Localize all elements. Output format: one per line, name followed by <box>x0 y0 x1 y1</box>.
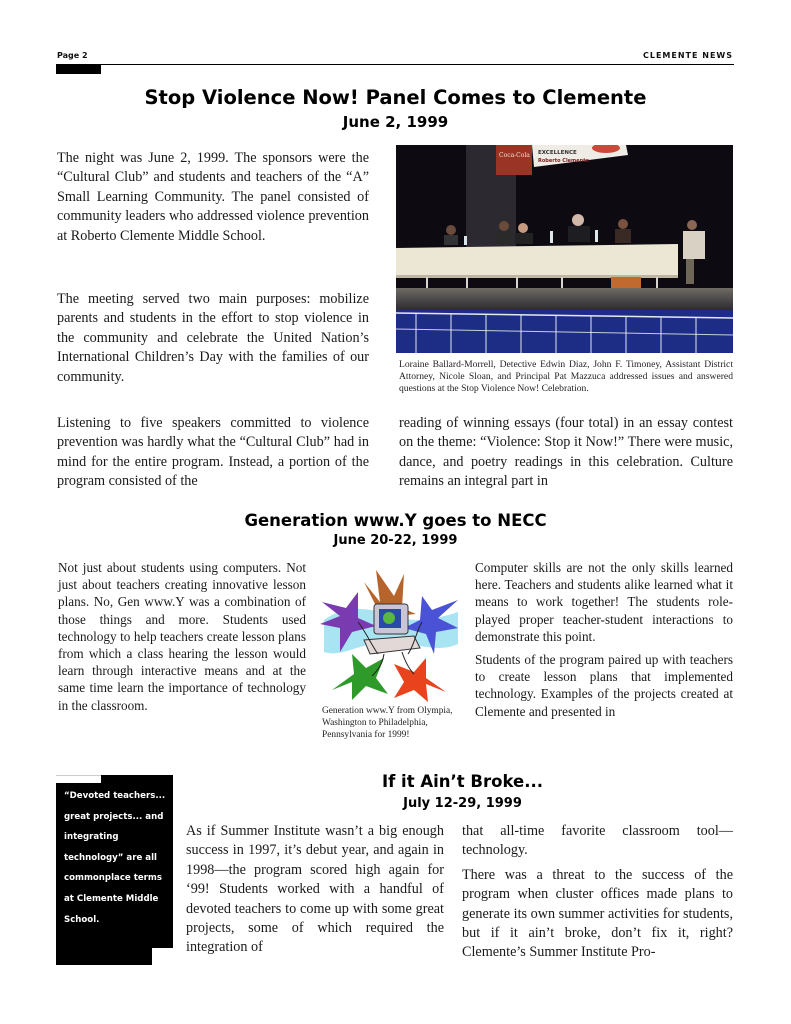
article3-title: If it Ain’t Broke... <box>382 772 543 791</box>
computer-stars-icon <box>318 562 460 702</box>
article2-left-column <box>58 559 306 720</box>
paragraph-text: The meeting served two main purposes: mobilize parents and students in the effort to stop violence in the community and celebrate the United Nation’s International Children’s Day with the families of our community. <box>57 291 369 385</box>
article3-left-column <box>186 822 444 958</box>
header-rule <box>56 64 734 65</box>
paragraph-text: Students of the program paired up with teachers to create lesson plans that implemented technology. Examples of the projects created at Clemente and presented in <box>475 652 733 719</box>
page-number: Page 2 <box>57 51 88 60</box>
newsletter-name: CLEMENTE NEWS <box>642 51 733 60</box>
clipart-caption: Generation www.Y from Olympia, Washington to Philadelphia, Pennsylvania for 1999! <box>322 706 453 740</box>
paragraph-text: reading of winning essays (four total) in an essay contest on the theme: “Violence: Stop it Now!” There were music, dance, and poetry readings in this celebration. Culture remains an integral part in <box>399 415 733 490</box>
article2-title: Generation www.Y goes to NECC <box>244 511 547 530</box>
paragraph-text: Not just about students using computers. Not just about teachers creating innovative lesson plans. No, Gen www.Y was a combination of those things and more. Students used technology to help teachers create lesson plans from which a class hearing the lesson would learn through interactive means and at the same time learn the importance of technology in the classroom. <box>58 560 306 713</box>
article3-date: July 12-29, 1999 <box>403 796 522 811</box>
pull-quote-notch <box>56 775 101 783</box>
article2-right-column <box>475 559 733 726</box>
header-block-accent <box>56 64 101 74</box>
pull-quote-notch <box>152 948 173 965</box>
paragraph-text: There was a threat to the success of the program when cluster offices made plans to generate its own summer activities for students, but if it ain’t broke, don’t fix it, right? Clemente’s Summer Institute Pro- <box>462 866 733 961</box>
panel-photo <box>396 145 733 353</box>
paragraph-text: The night was June 2, 1999. The sponsors were the “Cultural Club” and students and teachers of the “A” Small Learning Community. The panel consisted of community leaders who addressed violence prevention at Roberto Clemente Middle School. <box>57 150 369 244</box>
article2-date: June 20-22, 1999 <box>333 533 458 548</box>
article1-title: Stop Violence Now! Panel Comes to Clemente <box>144 86 647 109</box>
article1-date: June 2, 1999 <box>342 113 449 131</box>
article1-paragraph-3 <box>57 414 369 492</box>
photo-caption: Loraine Ballard-Morrell, Detective Edwin Diaz, John F. Timoney, Assistant District Attorney, Nicole Sloan, and Principal Pat Mazzuca addressed issues and answered questions at the Stop Violence Now! Celebration. <box>399 359 733 394</box>
pull-quote-text: “Devoted teachers... great projects... and integrating technology” are all commonplace terms at Clemente Middle School. <box>64 791 166 925</box>
article1-paragraph-1 <box>57 149 369 246</box>
paragraph-text: Computer skills are not the only skills learned here. Teachers and students alike learned what it means to work together! The students role-played proper teacher-student interactions to demonstrate this point. <box>475 560 733 644</box>
article3-right-column <box>462 822 733 963</box>
panel-photo-image <box>396 145 733 353</box>
computer-clipart <box>318 562 460 702</box>
banner-text: Roberto Clemente <box>538 158 590 164</box>
article1-paragraph-4 <box>399 414 733 492</box>
article1-paragraph-2 <box>57 290 369 387</box>
banner-text: EXCELLENCE <box>538 150 577 156</box>
banner-text: Coca-Cola <box>499 152 530 159</box>
paragraph-text: that all-time favorite classroom tool—technology. <box>462 823 733 859</box>
paragraph-text: As if Summer Institute wasn’t a big enough success in 1997, it’s debut year, and again in 1998—the program scored high again for ‘99! Students worked with a handful of devoted teachers to come up with some great projects, some of which required the integration of <box>186 823 444 956</box>
paragraph-text: Listening to five speakers committed to violence prevention was hardly what the “Cultural Club” had in mind for the entire program. Instead, a portion of the program consisted of the <box>57 415 369 490</box>
